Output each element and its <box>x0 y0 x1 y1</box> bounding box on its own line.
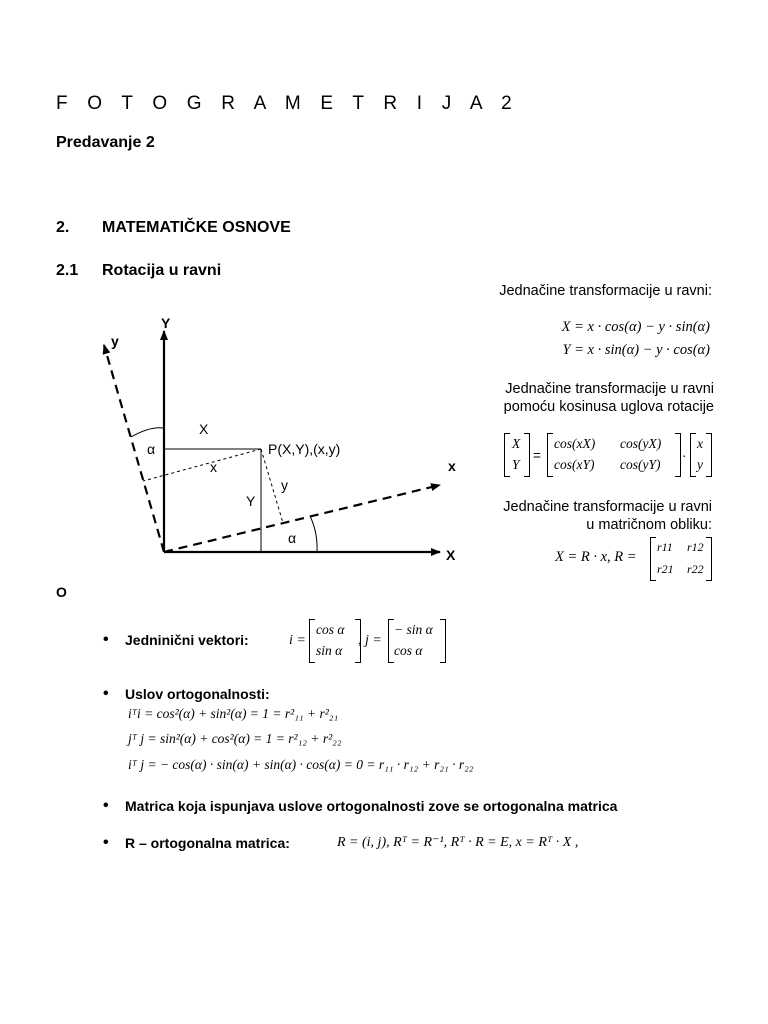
eq2-rhs-vector <box>690 433 712 477</box>
eq3-lhs: X = R · x, R = <box>555 549 637 565</box>
subsection-number: 2.1 <box>56 262 79 279</box>
eq1-line1: X = x · cos(α) − y · sin(α) <box>561 319 710 335</box>
eq3-heading-line2: u matričnom obliku: <box>586 517 712 533</box>
eq2-equals: = <box>533 448 541 463</box>
lecture-subtitle: Predavanje 2 <box>56 134 155 151</box>
eq2-m12: cos(yX) <box>620 436 662 451</box>
eq1-line2: Y = x · sin(α) − y · cos(α) <box>562 342 710 358</box>
projection-x <box>143 449 261 481</box>
subsection-title: Rotacija u ravni <box>102 262 222 279</box>
unit-j-lhs: , j = <box>358 633 382 648</box>
eq2-lhs-X: X <box>512 436 521 451</box>
eq2-heading-line1: Jednačine transformacije u ravni <box>505 381 714 397</box>
label-alpha-top: α <box>147 441 156 457</box>
rotation-diagram <box>0 300 470 580</box>
eq1-heading: Jednačine transformacije u ravni: <box>499 283 712 299</box>
label-alpha-bottom: α <box>288 530 297 546</box>
label-segment-X: X <box>199 421 209 437</box>
eq2-m21: cos(xY) <box>554 457 595 472</box>
eq2-rhs-x: x <box>697 436 703 451</box>
eq2-heading-line2: pomoću kosinusa uglova rotacije <box>503 399 714 415</box>
label-axis-X: X <box>446 547 456 563</box>
axis-x-rotated-line <box>164 485 440 552</box>
eq3-heading-line1: Jednačine transformacije u ravni <box>503 499 712 515</box>
eq2-dot: · <box>682 448 687 463</box>
eq3-r-matrix <box>650 537 712 581</box>
label-point-P: P(X,Y),(x,y) <box>268 441 341 457</box>
label-segment-Y: Y <box>246 493 256 509</box>
eq2-rhs-y: y <box>697 457 703 472</box>
orthogonal-matrix-sentence: • Matrica koja ispunjava uslove ortogonalnosti zove se ortogonalna matrica <box>125 798 617 814</box>
unit-vectors-label: • Jedninični vektori: <box>125 632 249 648</box>
eq3-r11: r11 <box>657 540 673 554</box>
eq3-r21: r21 <box>657 562 674 576</box>
section-title: MATEMATIČKE OSNOVE <box>102 219 291 236</box>
unit-i-vector <box>309 619 361 663</box>
orthogonality-line-1: iᵀi = cos²(α) + sin²(α) = 1 = r²₁₁ + r²₂₁ <box>128 706 339 721</box>
eq2-m22: cos(yY) <box>620 457 661 472</box>
unit-i-bottom: sin α <box>316 643 343 658</box>
alpha-arc-bottom <box>310 516 317 552</box>
label-segment-y: y <box>281 477 288 493</box>
unit-j-top: − sin α <box>394 622 433 637</box>
eq2-lhs-vector <box>504 433 530 477</box>
label-axis-Y: Y <box>161 315 171 331</box>
orthogonality-line-3: iᵀ j = − cos(α) · sin(α) + sin(α) · cos(α) = 0 = r₁₁ · r₁₂ + r₂₁ · r₂₂ <box>128 757 474 772</box>
eq3-r12: r12 <box>687 540 704 554</box>
unit-j-bottom: cos α <box>394 643 423 658</box>
unit-j-vector <box>388 619 446 663</box>
unit-i-top: cos α <box>316 622 345 637</box>
origin-label: O <box>56 584 67 600</box>
eq3-r22: r22 <box>687 562 704 576</box>
eq2-cosine-matrix <box>547 433 681 477</box>
label-axis-x: x <box>448 458 456 474</box>
eq2-m11: cos(xX) <box>554 436 596 451</box>
alpha-arc-top <box>131 428 164 437</box>
r-orthogonal-equation: R = (i, j), Rᵀ = R⁻¹, Rᵀ · R = E, x = Rᵀ · X , <box>337 835 579 850</box>
orthogonality-label: • Uslov ortogonalnosti: <box>125 686 270 702</box>
label-segment-x: x <box>210 459 217 475</box>
orthogonality-line-2: jᵀ j = sin²(α) + cos²(α) = 1 = r²₁₂ + r²₂₂ <box>128 731 342 746</box>
eq2-lhs-Y: Y <box>512 457 520 472</box>
unit-i-lhs: i = <box>289 633 306 648</box>
document-title: F O T O G R A M E T R I J A 2 <box>56 93 519 114</box>
section-number: 2. <box>56 219 70 236</box>
r-orthogonal-label: • R – ortogonalna matrica: <box>125 835 290 851</box>
projection-y <box>261 449 283 523</box>
label-axis-y: y <box>111 333 119 349</box>
